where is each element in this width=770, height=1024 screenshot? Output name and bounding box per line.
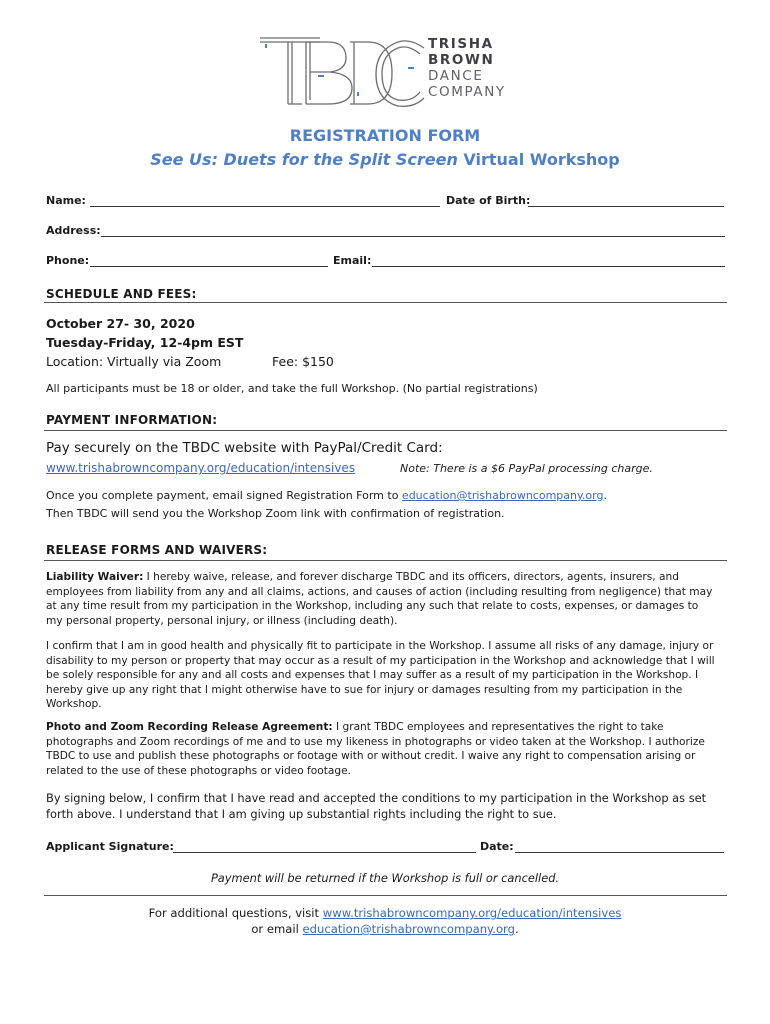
schedule-fee: Fee: $150 [272,354,334,369]
email-label: Email: [333,254,372,267]
logo-word-trisha: TRISHA [428,36,494,52]
address-label: Address: [46,224,101,237]
release-heading: RELEASE FORMS AND WAIVERS: [46,543,268,557]
photo-release-text: I grant TBDC employees and representatives the right to take photographs and Zoom recordings of me and to use my likeness in photographs or video taken at the Workshop. I authorize TBDC to use and publish these photographs or footage with or without credit. I waive any right to compensation arising or related to the use of these photographs or video footage. [46,721,705,777]
photo-release [46,720,718,778]
footer-intensives-link[interactable]: www.trishabrowncompany.org/education/intensives [322,906,622,920]
payment-confirm-line [46,488,607,504]
liability-waiver-text: I hereby waive, release, and forever discharge TBDC and its officers, directors, agents, insurers, and employees from liability from any and all claims, actions, and causes of action (including resulting from negligence) that may at any time result from my participation in the Workshop, including any such that relate to costs, expenses, or damages to my personal property, personal injury, or illness (including death). [46,571,713,627]
payment-confirm-period: . [603,489,607,502]
logo-word-dance: DANCE [428,68,484,84]
schedule-divider [44,302,727,303]
intensives-link[interactable]: www.trishabrowncompany.org/education/intensives [46,461,356,475]
form-subtitle [0,150,770,169]
payment-heading: PAYMENT INFORMATION: [46,413,218,427]
eligibility-note: All participants must be 18 or older, and take the full Workshop. (No partial registrations) [46,382,538,395]
liability-waiver [46,570,718,628]
signature-date-field[interactable] [515,852,724,853]
questions-line [0,906,770,920]
logo-word-company: COMPANY [428,84,506,100]
payment-divider [44,430,727,431]
dob-label: Date of Birth: [446,194,531,207]
zoom-link-note: Then TBDC will send you the Workshop Zoom link with confirmation of registration. [46,507,505,520]
footer-divider [44,895,727,896]
or-email-text: or email [251,922,303,936]
tbdc-monogram-icon [258,34,428,110]
dob-field[interactable] [528,206,724,207]
phone-field[interactable] [90,266,328,267]
liability-waiver-label: Liability Waiver: [46,571,144,583]
phone-label: Phone: [46,254,90,267]
schedule-heading: SCHEDULE AND FEES: [46,287,197,301]
education-email-link[interactable]: education@trishabrowncompany.org [401,489,604,502]
release-divider [44,560,727,561]
payment-instructions: Pay securely on the TBDC website with PayPal/Credit Card: [46,440,443,456]
paypal-fee-note: Note: There is a $6 PayPal processing charge. [400,462,653,475]
footer-email-line [0,922,770,936]
logo-word-brown: BROWN [428,52,495,68]
schedule-days-time: Tuesday-Friday, 12-4pm EST [46,335,244,350]
subtitle-suffix: Virtual Workshop [457,150,620,169]
questions-text: For additional questions, visit [148,906,323,920]
form-title: REGISTRATION FORM [289,126,481,145]
photo-release-label: Photo and Zoom Recording Release Agreement: [46,721,333,733]
workshop-name: See Us: Duets for the Split Screen [150,150,458,169]
address-field[interactable] [101,236,725,237]
schedule-location: Location: Virtually via Zoom [46,354,222,369]
footer-email-period: . [514,922,519,936]
signing-statement: By signing below, I confirm that I have read and accepted the conditions to my participation in the Workshop as set forth above. I understand that I am giving up substantial rights including the right to sue. [46,791,707,821]
health-confirmation: I confirm that I am in good health and physically fit to participate in the Workshop. I assume all risks of any damage, injury or disability to my person or property that may occur as a result of my participation in the Workshop and acknowledge that I will be solely responsible for any and all costs and expenses that I may suffer as a result of my participation in the Workshop. I hereby give up any right that I might otherwise have to sue for injury or damages resulting from my participation in the Workshop. [46,640,715,710]
payment-confirm-text: Once you complete payment, email signed Registration Form to [46,489,402,502]
name-field[interactable] [90,206,440,207]
logo-wordmark [428,36,506,100]
applicant-signature-field[interactable] [173,852,476,853]
company-logo [258,34,518,110]
email-field[interactable] [372,266,725,267]
refund-note: Payment will be returned if the Workshop is full or cancelled. [210,871,560,885]
signature-date-label: Date: [480,840,514,853]
schedule-dates: October 27- 30, 2020 [46,316,195,331]
footer-email-link[interactable]: education@trishabrowncompany.org [302,922,515,936]
name-label: Name: [46,194,86,207]
applicant-signature-label: Applicant Signature: [46,840,174,853]
